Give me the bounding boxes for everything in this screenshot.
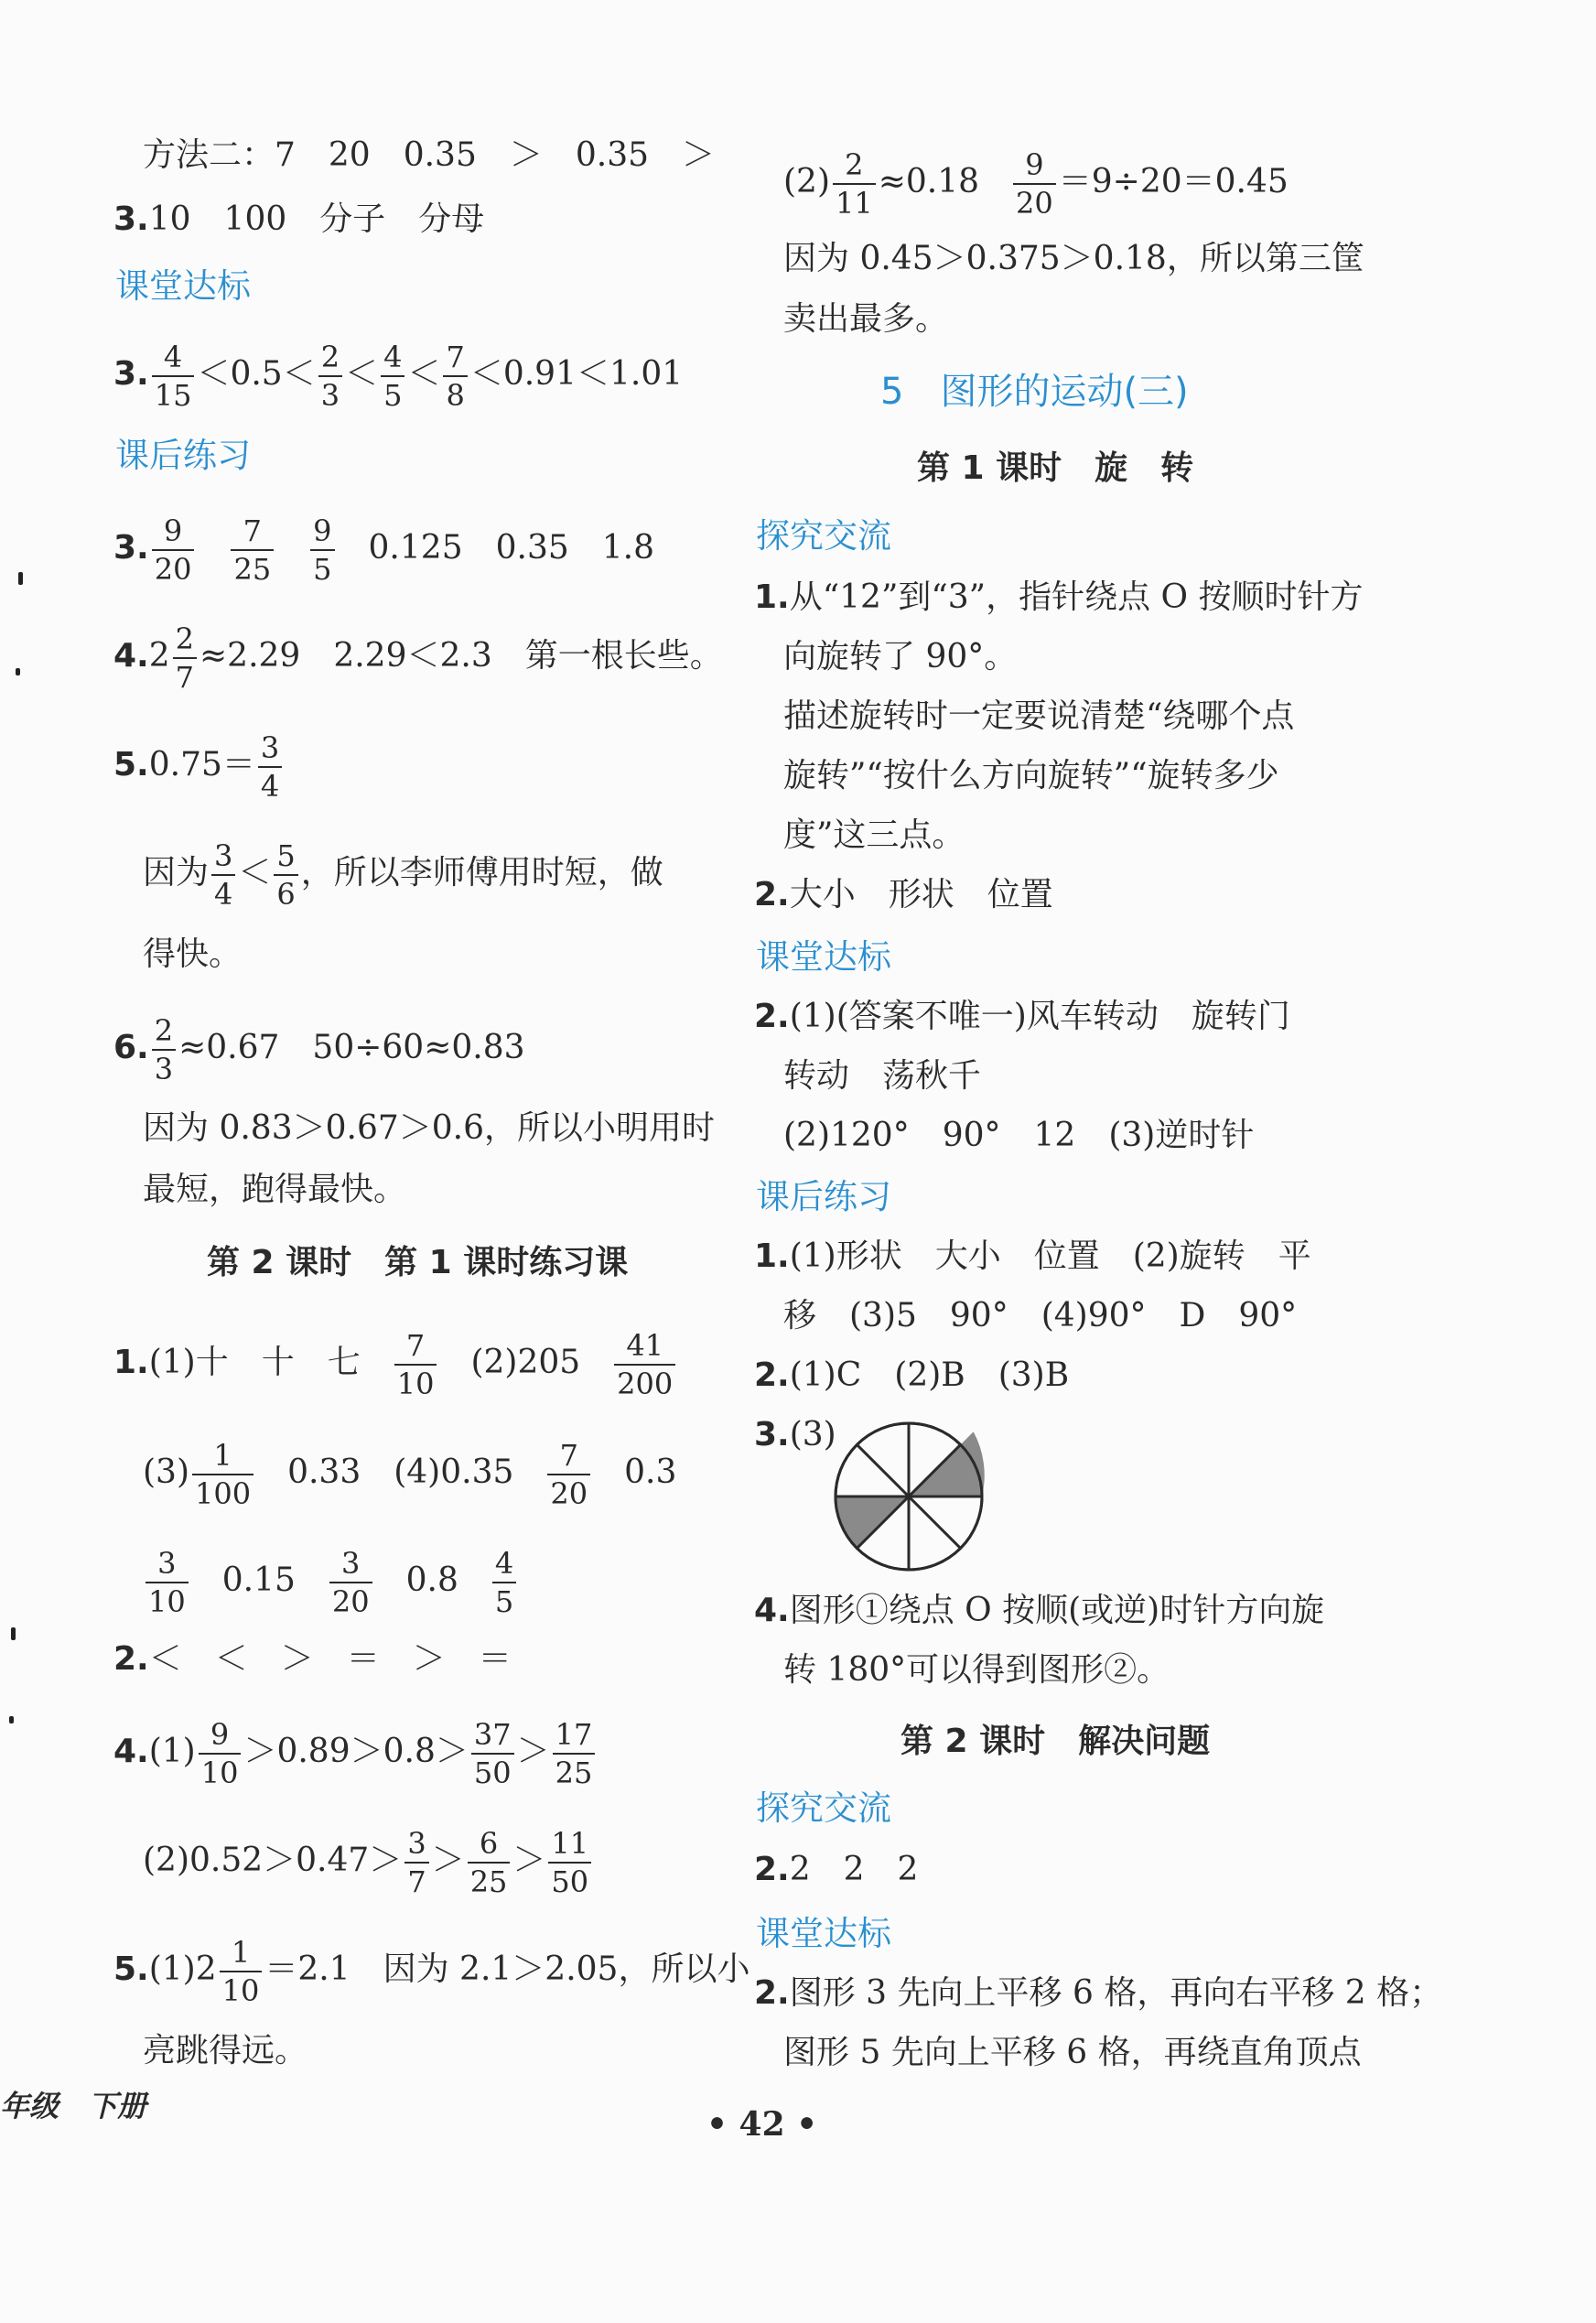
answer-line	[754, 1345, 1069, 1406]
text: 卖出最多。	[783, 300, 949, 338]
answer-line	[113, 1934, 750, 2008]
answer-line	[783, 229, 1364, 289]
answer-line	[143, 2021, 307, 2081]
text: 移 (3)5 90° (4)90° D 90°	[783, 1297, 1298, 1334]
answer-line	[143, 1098, 715, 1159]
answer-line	[113, 1012, 525, 1086]
fraction: $\frac{3}{10}$	[146, 1545, 189, 1620]
answer-line	[143, 1545, 519, 1619]
answer-line	[783, 627, 1017, 687]
text: (2)0.52＞0.47＞	[143, 1842, 403, 1879]
lesson-title: 第 2 课时 第 1 课时练习课	[207, 1244, 629, 1281]
fraction: $\frac{7}{20}$	[547, 1437, 590, 1512]
question-number: 2.	[113, 1640, 149, 1678]
answer-line	[113, 729, 285, 804]
book-grade-label: 年级 下册	[0, 2089, 147, 2123]
fraction: $\frac{6}{25}$	[468, 1825, 511, 1900]
text: ＞0.89＞0.8＞	[243, 1733, 469, 1770]
text: 0.33 (4)0.35	[287, 1453, 514, 1491]
text: 得快。	[143, 935, 243, 973]
question-number: 4.	[113, 1733, 149, 1770]
text: 0.15	[221, 1561, 296, 1599]
text: 2 2 2	[789, 1851, 919, 1888]
answer-line	[754, 1226, 1311, 1287]
question-number: 1.	[113, 1344, 149, 1381]
question-number: 6.	[113, 1029, 149, 1066]
fraction: $\frac{1}{10}$	[220, 1934, 263, 2009]
fraction: $\frac{3}{4}$	[211, 837, 235, 913]
question-number: 1.	[754, 578, 790, 616]
answer-line	[754, 1581, 1324, 1641]
fraction: $\frac{5}{6}$	[274, 837, 297, 913]
question-number: 3.	[113, 529, 149, 567]
answer-line	[113, 1327, 678, 1401]
chapter-title: 5 图形的运动(三)	[880, 371, 1189, 413]
answer-line	[143, 837, 663, 912]
margin-mark	[16, 668, 20, 675]
answer-line	[783, 289, 948, 350]
answer-line	[783, 805, 965, 866]
fraction: $\frac{9}{5}$	[310, 513, 334, 588]
fraction: $\frac{17}{25}$	[553, 1716, 596, 1791]
question-number: 2.	[754, 1851, 790, 1888]
text: 0.3	[624, 1453, 677, 1491]
text: 因为 0.45＞0.375＞0.18，所以第三筐	[783, 240, 1364, 277]
rotation-pie-figure	[831, 1419, 987, 1574]
fraction: $\frac{2}{3}$	[318, 339, 342, 414]
fraction: $\frac{9}{20}$	[1013, 146, 1056, 221]
text: ＞	[512, 1842, 546, 1879]
text: 转动 荡秋千	[783, 1057, 982, 1095]
answer-line	[754, 1963, 1442, 2024]
question-number: 3.	[113, 355, 149, 393]
text: ＜	[407, 355, 441, 393]
answer-line	[113, 513, 654, 587]
answer-line	[754, 567, 1363, 628]
text: 大小 形状 位置	[789, 876, 1053, 913]
answer-line	[754, 1405, 836, 1465]
text: ≈2.29 2.29＜2.3 第一根长些。	[200, 637, 723, 675]
answer-line	[143, 1825, 594, 1899]
section-heading: 课后练习	[115, 436, 251, 475]
fraction: $\frac{3}{7}$	[404, 1825, 428, 1900]
text: ＜0.91＜1.01	[469, 355, 684, 393]
text: (1)(答案不唯一)风车转动 旋转门	[789, 998, 1290, 1035]
question-number: 4.	[754, 1592, 790, 1629]
section-heading: 课堂达标	[756, 937, 891, 977]
section-heading: 探究交流	[756, 1788, 891, 1828]
fraction: $\frac{41}{200}$	[614, 1327, 675, 1402]
fraction: $\frac{7}{8}$	[443, 339, 467, 414]
fraction: $\frac{9}{20}$	[152, 513, 195, 588]
text: ＞	[516, 1733, 550, 1770]
answer-line	[113, 621, 723, 695]
shaded-sector	[836, 1496, 909, 1549]
text: ≈0.18	[878, 163, 980, 200]
text: 最短，跑得最快。	[143, 1171, 407, 1208]
text: (2)	[783, 163, 830, 200]
answer-line	[143, 1160, 406, 1220]
question-number: 3.	[754, 1416, 790, 1453]
text: 0.8	[405, 1561, 458, 1599]
text: 图形 3 先向上平移 6 格，再向右平移 2 格；	[789, 1974, 1443, 2012]
text: 从“12”到“3”，指针绕点 O 按顺时针方	[789, 578, 1364, 616]
fraction: $\frac{7}{25}$	[231, 513, 274, 588]
fraction: $\frac{4}{5}$	[492, 1545, 516, 1620]
question-number: 1.	[754, 1237, 790, 1275]
question-number: 4.	[113, 637, 149, 675]
section-heading: 课堂达标	[115, 266, 251, 306]
text: 转 180°可以得到图形②。	[783, 1651, 1170, 1689]
text: ＜ ＜ ＞ ＝ ＞ ＝	[148, 1640, 512, 1678]
text: 描述旋转时一定要说清楚“绕哪个点	[783, 697, 1295, 735]
answer-line	[113, 189, 484, 250]
margin-mark	[18, 572, 23, 585]
text: (1)	[148, 1733, 196, 1770]
fraction: $\frac{2}{11}$	[833, 146, 876, 221]
fraction: $\frac{11}{50}$	[548, 1825, 591, 1900]
answer-line	[783, 746, 1279, 806]
text: ≈0.67 50÷60≈0.83	[178, 1029, 525, 1066]
section-heading: 探究交流	[756, 516, 891, 556]
text: ＜0.5＜	[197, 355, 316, 393]
fraction: $\frac{4}{5}$	[381, 339, 404, 414]
section-heading: 课后练习	[756, 1177, 891, 1216]
lesson-title: 第 2 课时 解决问题	[900, 1723, 1211, 1760]
answer-line	[783, 2023, 1362, 2083]
text: (1)2	[148, 1950, 217, 1988]
answer-line	[113, 1629, 512, 1690]
answer-line	[143, 1437, 677, 1511]
answer-line	[143, 924, 242, 985]
fraction: $\frac{3}{4}$	[258, 729, 282, 805]
answer-line	[783, 686, 1294, 747]
fraction: $\frac{3}{20}$	[329, 1545, 372, 1620]
text: 10 100 分子 分母	[148, 200, 485, 238]
fraction: $\frac{9}{10}$	[199, 1716, 242, 1791]
fraction: $\frac{37}{50}$	[471, 1716, 514, 1791]
text: 因为	[143, 854, 210, 891]
answer-line	[113, 339, 684, 413]
fraction: $\frac{2}{3}$	[152, 1012, 176, 1087]
text: 0.75＝	[148, 746, 255, 783]
text: 向旋转了 90°。	[783, 638, 1018, 675]
text: (3)	[143, 1453, 189, 1491]
question-number: 5.	[113, 746, 149, 783]
text: (2)205	[470, 1344, 581, 1381]
question-number: 2.	[754, 1356, 790, 1394]
text: 图形①绕点 O 按顺(或逆)时针方向旋	[789, 1592, 1325, 1629]
answer-line	[783, 146, 1289, 221]
lesson-title: 第 1 课时 旋 转	[917, 449, 1194, 487]
page-number: • 42 •	[706, 2105, 818, 2144]
text: (1)形状 大小 位置 (2)旋转 平	[789, 1237, 1311, 1275]
fraction: $\frac{2}{7}$	[173, 621, 197, 696]
text: ，所以李师傅用时短，做	[300, 854, 663, 891]
question-number: 2.	[754, 876, 790, 913]
text: (1)十 十 七	[148, 1344, 361, 1381]
text: ＜	[238, 854, 272, 891]
text: (2)120° 90° 12 (3)逆时针	[783, 1117, 1255, 1154]
text: (3)	[789, 1416, 836, 1453]
question-number: 5.	[113, 1950, 149, 1988]
answer-line	[143, 125, 715, 186]
answer-line	[783, 1106, 1254, 1166]
margin-mark	[11, 1627, 16, 1640]
answer-line	[754, 987, 1290, 1047]
text: 方法二：7 20 0.35 ＞ 0.35 ＞	[143, 136, 716, 174]
text: ＝9÷20＝0.45	[1058, 163, 1289, 200]
text: (1)C (2)B (3)B	[789, 1356, 1070, 1394]
fraction: $\frac{1}{100}$	[192, 1437, 253, 1512]
text: 2	[148, 637, 170, 675]
text: ＞	[431, 1842, 465, 1879]
text: 0.125 0.35 1.8	[368, 529, 654, 567]
answer-line	[783, 1046, 981, 1107]
section-heading: 课堂达标	[756, 1914, 891, 1953]
text: 亮跳得远。	[143, 2032, 308, 2069]
answer-line	[783, 1286, 1297, 1346]
question-number: 2.	[754, 998, 790, 1035]
text: 旋转”“按什么方向旋转”“旋转多少	[783, 757, 1279, 794]
text: ＝2.1 因为 2.1＞2.05，所以小	[264, 1950, 750, 1988]
question-number: 3.	[113, 200, 149, 238]
fraction: $\frac{7}{10}$	[394, 1327, 437, 1402]
answer-line	[754, 1840, 918, 1900]
text: ＜	[345, 355, 379, 393]
text: 因为 0.83＞0.67＞0.6，所以小明用时	[143, 1109, 716, 1147]
answer-line	[113, 1716, 598, 1790]
fraction: $\frac{4}{15}$	[152, 339, 195, 414]
answer-line	[783, 1640, 1170, 1701]
text: 图形 5 先向上平移 6 格，再绕直角顶点	[783, 2034, 1362, 2071]
question-number: 2.	[754, 1974, 790, 2012]
answer-line	[754, 865, 1053, 925]
text: 度”这三点。	[783, 816, 965, 854]
margin-mark	[9, 1716, 14, 1723]
